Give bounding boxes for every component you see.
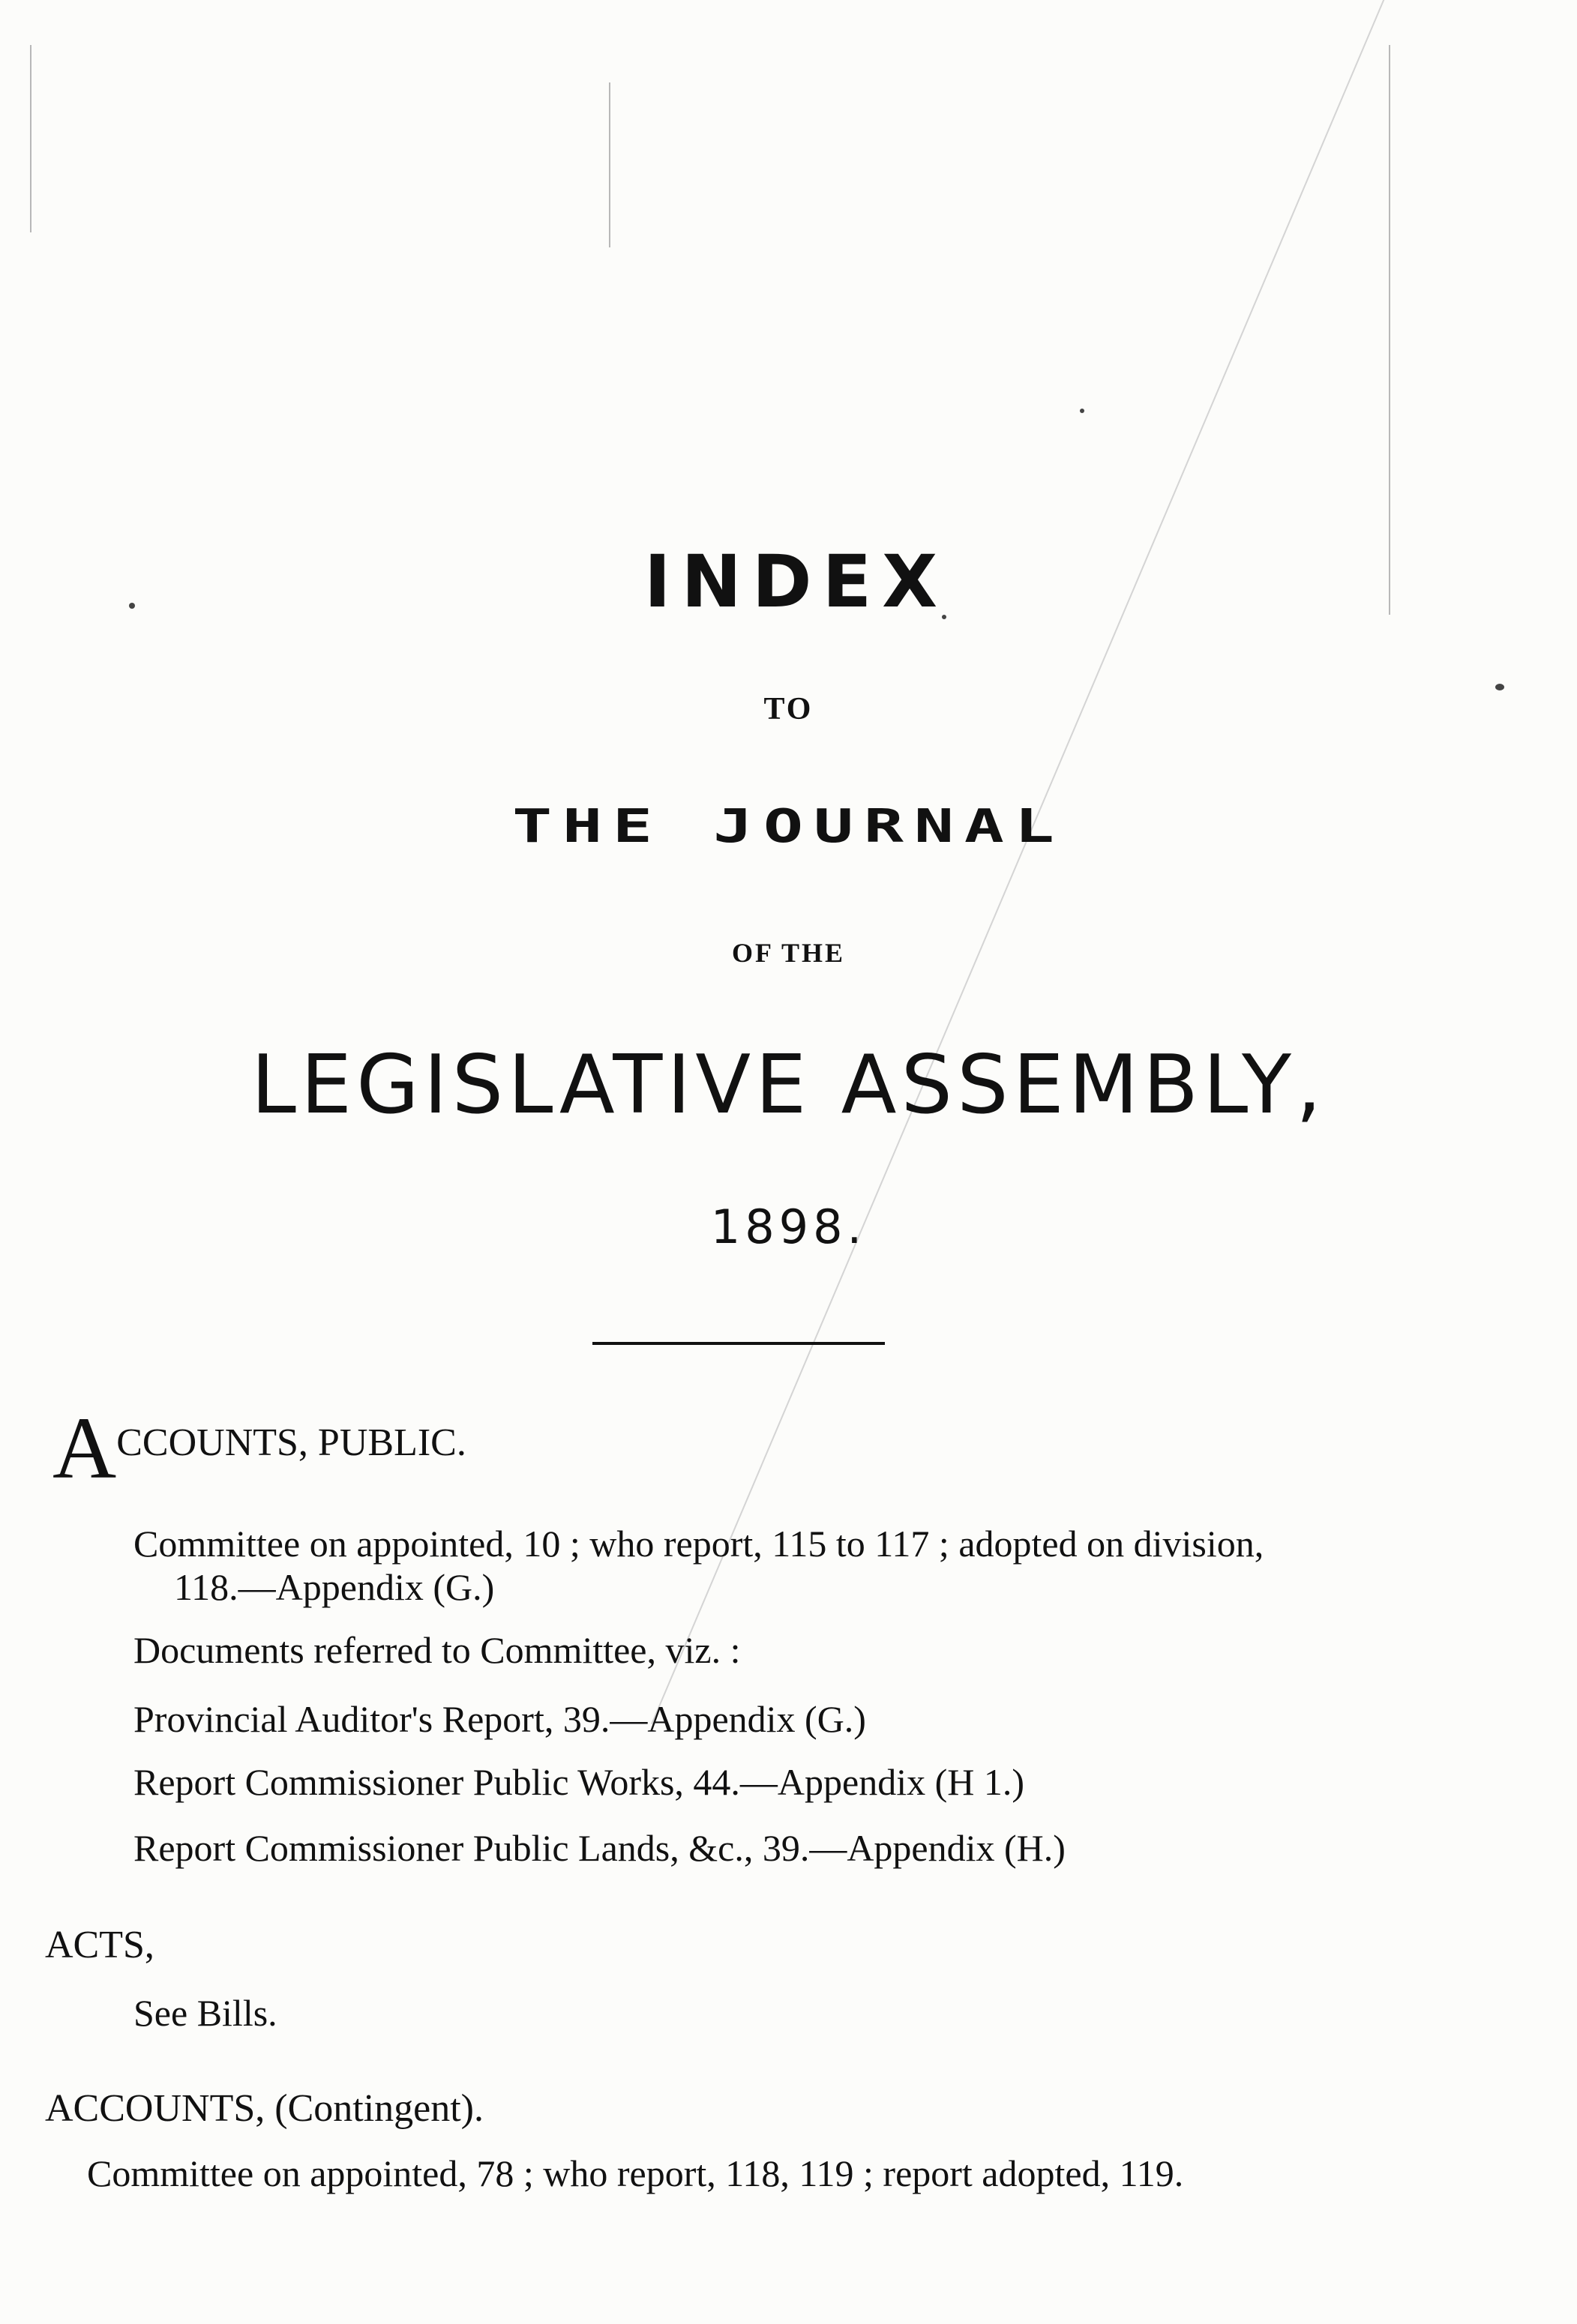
scan-crease-line <box>651 0 1414 1724</box>
entry-committee-public-line1: Committee on appointed, 10 ; who report, 115 to 117 ; adopted on division, <box>133 1523 1264 1565</box>
title-to: TO <box>763 692 814 726</box>
scan-edge-line-center <box>609 82 610 247</box>
entry-documents-referred: Documents referred to Committee, viz. : <box>133 1629 741 1671</box>
heading-acts: ACTS, <box>45 1924 154 1966</box>
title-of-the: OF THE <box>731 938 846 968</box>
entry-see-bills: See Bills. <box>133 1992 277 2034</box>
entry-committee-contingent: Committee on appointed, 78 ; who report, 118, 119 ; report adopted, 119. <box>87 2152 1184 2194</box>
drop-cap-letter: A <box>52 1399 117 1497</box>
title-index: INDEX <box>643 540 949 624</box>
entry-committee-public-line2: 118.—Appendix (G.) <box>174 1566 495 1608</box>
entry-public-works: Report Commissioner Public Works, 44.—Appendix (H 1.) <box>133 1761 1025 1803</box>
title-divider-rule <box>592 1342 885 1345</box>
title-legislative-assembly: LEGISLATIVE ASSEMBLY, <box>250 1038 1327 1132</box>
heading-accounts-contingent: ACCOUNTS, (Contingent). <box>45 2087 484 2130</box>
scan-edge-line-right <box>1389 45 1390 615</box>
entry-provincial-auditor: Provincial Auditor's Report, 39.—Appendix (G.) <box>133 1698 866 1740</box>
title-year: 1898. <box>710 1199 867 1254</box>
scan-edge-line-left <box>30 45 31 232</box>
title-journal: THE JOURNAL <box>512 798 1065 853</box>
scan-speck <box>1495 684 1504 690</box>
heading-accounts-public-text: CCOUNTS, PUBLIC. <box>116 1421 466 1464</box>
heading-accounts-public <box>52 1399 466 1497</box>
entry-public-lands: Report Commissioner Public Lands, &c., 39.—Appendix (H.) <box>133 1827 1066 1869</box>
scan-speck <box>1080 409 1084 413</box>
